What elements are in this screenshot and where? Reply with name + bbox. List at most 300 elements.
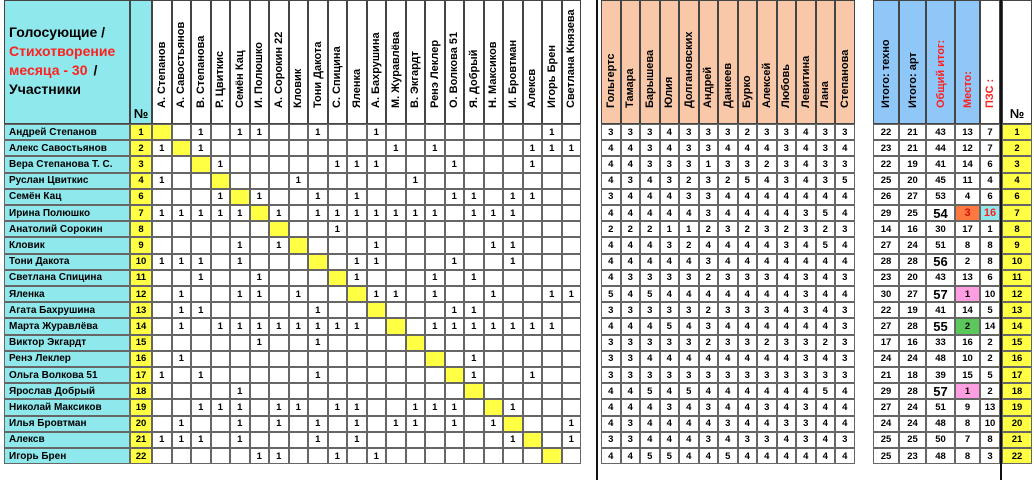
vote-cell: 1: [211, 156, 231, 172]
vote-cell: [269, 335, 289, 351]
overall-total-cell: 41: [926, 302, 955, 318]
pzs-cell: 1: [980, 221, 1000, 237]
judge-score-cell: 3: [679, 270, 699, 286]
vote-cell: [386, 367, 406, 383]
vote-cell: [425, 432, 445, 448]
vote-cell: [386, 335, 406, 351]
overall-total-header: [926, 0, 955, 124]
vote-cell: [347, 124, 367, 140]
judge-score-cell: 3: [601, 124, 621, 140]
judge-score-cell: 4: [601, 237, 621, 253]
vote-cell: 1: [328, 156, 348, 172]
total-techno-header-label: Итого: техно: [880, 39, 892, 108]
voter-header-label: Р. Цвиткис: [214, 50, 227, 108]
judge-score-cell: 3: [621, 270, 641, 286]
place-cell: 1: [955, 383, 980, 399]
vote-cell: 1: [172, 302, 192, 318]
vote-cell: 1: [289, 318, 309, 334]
voter-header: [289, 0, 309, 124]
participant-number: 14: [130, 318, 152, 334]
judge-score-cell: 4: [640, 237, 660, 253]
judge-score-cell: 4: [679, 399, 699, 415]
judge-score-cell: 3: [757, 302, 777, 318]
vote-cell: 1: [425, 205, 445, 221]
vote-cell: [269, 173, 289, 189]
vote-cell: 1: [211, 399, 231, 415]
right-participant-number: 18: [1002, 383, 1032, 399]
judge-score-cell: 3: [660, 335, 680, 351]
vote-cell: [328, 237, 348, 253]
vote-cell: [367, 383, 387, 399]
judge-score-cell: 3: [816, 124, 836, 140]
judge-score-cell: 4: [679, 351, 699, 367]
pzs-cell: 8: [980, 237, 1000, 253]
judge-score-cell: 4: [640, 173, 660, 189]
pzs-cell: 7: [980, 140, 1000, 156]
vote-cell: 1: [191, 432, 211, 448]
participant-number: 20: [130, 416, 152, 432]
vote-cell: 1: [464, 302, 484, 318]
vote-cell: [542, 254, 562, 270]
voter-header: [484, 0, 504, 124]
place-cell: 9: [955, 399, 980, 415]
vote-cell: [328, 124, 348, 140]
place-cell: 12: [955, 140, 980, 156]
participant-name: Семён Кац: [4, 189, 130, 205]
vote-cell: [308, 254, 328, 270]
vote-cell: [289, 205, 309, 221]
vote-cell: 1: [347, 318, 367, 334]
judge-score-cell: 4: [796, 124, 816, 140]
judge-score-cell: 3: [835, 351, 855, 367]
place-cell: 8: [955, 237, 980, 253]
participant-name: Кловик: [4, 237, 130, 253]
pzs-cell: 5: [980, 302, 1000, 318]
vote-cell: [464, 399, 484, 415]
judge-score-cell: 4: [757, 205, 777, 221]
vote-cell: [347, 302, 367, 318]
voter-header-label: Н. Максиков: [487, 41, 500, 108]
vote-cell: 1: [328, 221, 348, 237]
vote-cell: 1: [172, 432, 192, 448]
vote-cell: [172, 448, 192, 464]
vote-cell: [211, 351, 231, 367]
overall-total-cell: 33: [926, 335, 955, 351]
vote-cell: [230, 189, 250, 205]
right-participant-number: 1: [1002, 124, 1032, 140]
vote-cell: [289, 124, 309, 140]
judge-score-cell: 4: [601, 318, 621, 334]
participant-name: Илья Бровтман: [4, 416, 130, 432]
vote-cell: 1: [308, 124, 328, 140]
vote-cell: [464, 335, 484, 351]
vote-cell: [562, 156, 582, 172]
judge-score-cell: 3: [621, 367, 641, 383]
judge-score-cell: 3: [699, 124, 719, 140]
vote-cell: [406, 189, 426, 205]
judge-score-cell: 3: [835, 124, 855, 140]
judge-score-cell: 2: [777, 221, 797, 237]
vote-cell: [191, 416, 211, 432]
judge-score-cell: 3: [660, 399, 680, 415]
techno-total-cell: 27: [873, 399, 899, 415]
judge-header: [796, 0, 816, 124]
vote-cell: [328, 432, 348, 448]
vote-cell: [503, 173, 523, 189]
vote-cell: [386, 399, 406, 415]
vote-cell: [191, 448, 211, 464]
judge-score-cell: 3: [699, 140, 719, 156]
overall-total-cell: 57: [926, 383, 955, 399]
vote-cell: 1: [464, 367, 484, 383]
vote-cell: [464, 124, 484, 140]
judge-score-cell: 4: [738, 254, 758, 270]
judge-score-cell: 5: [660, 448, 680, 464]
vote-cell: [289, 302, 309, 318]
vote-cell: [367, 270, 387, 286]
art-total-cell: 18: [899, 367, 926, 383]
judge-score-cell: 3: [738, 302, 758, 318]
art-total-cell: 24: [899, 416, 926, 432]
judge-score-cell: 3: [621, 302, 641, 318]
pzs-cell: 10: [980, 416, 1000, 432]
voter-header-label: Я. Добрый: [467, 49, 480, 108]
overall-total-cell: 44: [926, 140, 955, 156]
vote-cell: [230, 156, 250, 172]
vote-cell: [562, 367, 582, 383]
judge-score-cell: 4: [777, 270, 797, 286]
vote-cell: [211, 367, 231, 383]
judge-score-cell: 4: [679, 448, 699, 464]
vote-cell: [464, 416, 484, 432]
judge-header: [757, 0, 777, 124]
judge-score-cell: 4: [699, 416, 719, 432]
judge-score-cell: 2: [621, 221, 641, 237]
judge-score-cell: 4: [757, 140, 777, 156]
vote-cell: 1: [230, 432, 250, 448]
vote-cell: [230, 270, 250, 286]
vote-cell: [425, 351, 445, 367]
participant-name: Ирина Полюшко: [4, 205, 130, 221]
overall-total-cell: 30: [926, 221, 955, 237]
place-cell: 2: [955, 318, 980, 334]
judge-score-cell: 4: [777, 189, 797, 205]
vote-cell: [542, 221, 562, 237]
vote-cell: 1: [347, 270, 367, 286]
art-total-cell: 19: [899, 156, 926, 172]
vote-cell: [328, 351, 348, 367]
judge-score-cell: 4: [796, 318, 816, 334]
vote-cell: [523, 335, 543, 351]
vote-cell: [445, 335, 465, 351]
vote-cell: [347, 335, 367, 351]
judge-score-cell: 4: [660, 416, 680, 432]
vote-cell: 1: [367, 237, 387, 253]
vote-cell: [269, 367, 289, 383]
vote-cell: [367, 318, 387, 334]
vote-cell: [562, 221, 582, 237]
judge-score-cell: 2: [699, 221, 719, 237]
vote-cell: 1: [250, 335, 270, 351]
vote-cell: 1: [347, 205, 367, 221]
judge-score-cell: 4: [738, 140, 758, 156]
judge-score-cell: 4: [718, 140, 738, 156]
vote-cell: [152, 448, 172, 464]
vote-cell: [328, 416, 348, 432]
place-cell: 4: [955, 189, 980, 205]
vote-cell: [269, 351, 289, 367]
vote-cell: [523, 416, 543, 432]
judge-score-cell: 3: [621, 351, 641, 367]
participant-number: 9: [130, 237, 152, 253]
vote-cell: 1: [230, 318, 250, 334]
vote-cell: 1: [328, 399, 348, 415]
title-block: [4, 0, 130, 124]
vote-cell: [503, 335, 523, 351]
judge-score-cell: 3: [660, 302, 680, 318]
judge-score-cell: 4: [816, 351, 836, 367]
judge-score-cell: 4: [777, 383, 797, 399]
vote-cell: 1: [289, 399, 309, 415]
vote-cell: 1: [308, 318, 328, 334]
voter-header-label: В. Степанова: [194, 35, 207, 108]
judge-score-cell: 4: [816, 270, 836, 286]
vote-cell: [250, 254, 270, 270]
judge-header-label: Данкеев: [721, 62, 734, 108]
voter-header-label: В. Экгардт: [409, 51, 422, 108]
voter-header: [425, 0, 445, 124]
judge-score-cell: 4: [660, 432, 680, 448]
vote-cell: 1: [464, 318, 484, 334]
judge-score-cell: 4: [757, 351, 777, 367]
judge-score-cell: 2: [679, 173, 699, 189]
vote-cell: [211, 383, 231, 399]
vote-cell: [211, 416, 231, 432]
vote-cell: 1: [503, 205, 523, 221]
vote-cell: [406, 221, 426, 237]
techno-total-cell: 25: [873, 432, 899, 448]
judge-score-cell: 4: [679, 416, 699, 432]
judge-score-cell: 4: [816, 189, 836, 205]
judge-score-cell: 4: [796, 189, 816, 205]
judge-score-cell: 2: [699, 270, 719, 286]
vote-cell: [367, 351, 387, 367]
vote-cell: [269, 124, 289, 140]
judge-score-cell: 4: [679, 432, 699, 448]
place-cell: 16: [955, 335, 980, 351]
judge-score-cell: 2: [738, 221, 758, 237]
vote-cell: [406, 286, 426, 302]
vote-cell: [347, 448, 367, 464]
vote-cell: [542, 237, 562, 253]
judge-score-cell: 4: [718, 205, 738, 221]
participant-number: 16: [130, 351, 152, 367]
vote-cell: 1: [152, 173, 172, 189]
judge-score-cell: 3: [640, 367, 660, 383]
participant-number: 6: [130, 189, 152, 205]
vote-cell: [425, 221, 445, 237]
vote-cell: 1: [562, 416, 582, 432]
vote-cell: [484, 383, 504, 399]
overall-total-cell: 53: [926, 189, 955, 205]
vote-cell: 1: [445, 399, 465, 415]
overall-total-cell: 54: [926, 205, 955, 221]
judge-score-cell: 4: [835, 140, 855, 156]
judge-score-cell: 3: [796, 205, 816, 221]
vote-cell: [406, 448, 426, 464]
vote-cell: [250, 221, 270, 237]
vote-cell: [172, 156, 192, 172]
judge-score-cell: 3: [738, 432, 758, 448]
vote-cell: 1: [172, 351, 192, 367]
vote-cell: [542, 156, 562, 172]
vote-cell: [542, 270, 562, 286]
vote-cell: [406, 383, 426, 399]
participant-name: Светлана Спицина: [4, 270, 130, 286]
vote-cell: [211, 270, 231, 286]
judge-score-cell: 4: [777, 302, 797, 318]
pzs-cell: 6: [980, 156, 1000, 172]
vote-cell: [523, 205, 543, 221]
participant-number: 4: [130, 173, 152, 189]
vote-cell: [425, 335, 445, 351]
vote-cell: [308, 140, 328, 156]
techno-total-cell: 24: [873, 416, 899, 432]
vote-cell: 1: [425, 318, 445, 334]
judge-score-cell: 4: [640, 416, 660, 432]
right-participant-number: 15: [1002, 335, 1032, 351]
judge-score-cell: 3: [679, 156, 699, 172]
vote-cell: [503, 416, 523, 432]
vote-cell: [464, 156, 484, 172]
vote-cell: [250, 140, 270, 156]
techno-total-cell: 14: [873, 221, 899, 237]
vote-cell: [211, 286, 231, 302]
judge-score-cell: 3: [777, 416, 797, 432]
judge-score-cell: 1: [699, 156, 719, 172]
judge-header-label: Барышева: [643, 49, 656, 108]
vote-cell: [523, 124, 543, 140]
vote-cell: [445, 367, 465, 383]
vote-cell: [445, 270, 465, 286]
judge-score-cell: 4: [738, 351, 758, 367]
vote-cell: [328, 383, 348, 399]
participant-number: 19: [130, 399, 152, 415]
vote-cell: [269, 286, 289, 302]
judge-score-cell: 3: [757, 221, 777, 237]
vote-cell: [503, 286, 523, 302]
vote-cell: 1: [562, 432, 582, 448]
judge-score-cell: 4: [601, 156, 621, 172]
vote-cell: 1: [425, 140, 445, 156]
vote-cell: 1: [367, 448, 387, 464]
right-participant-number: 21: [1002, 432, 1032, 448]
vote-cell: 1: [230, 383, 250, 399]
vote-cell: [386, 302, 406, 318]
judge-header: [601, 0, 621, 124]
judge-score-cell: 4: [835, 254, 855, 270]
vote-cell: 1: [289, 173, 309, 189]
vote-cell: 1: [347, 156, 367, 172]
judge-score-cell: 3: [640, 124, 660, 140]
judge-score-cell: 3: [679, 335, 699, 351]
vote-cell: [542, 173, 562, 189]
vote-cell: 1: [445, 318, 465, 334]
judge-score-cell: 4: [835, 286, 855, 302]
total-art-header: [899, 0, 926, 124]
vote-cell: [211, 124, 231, 140]
techno-total-cell: 30: [873, 286, 899, 302]
vote-cell: [347, 221, 367, 237]
vote-cell: 1: [230, 286, 250, 302]
vote-cell: 1: [406, 416, 426, 432]
participant-number: 7: [130, 205, 152, 221]
vote-cell: [269, 156, 289, 172]
voter-header-label: Яленка: [350, 68, 363, 108]
art-total-cell: 25: [899, 432, 926, 448]
judge-score-cell: 2: [738, 124, 758, 140]
vote-cell: [425, 302, 445, 318]
judge-score-cell: 3: [738, 156, 758, 172]
judge-score-cell: 3: [777, 237, 797, 253]
judge-score-cell: 2: [699, 335, 719, 351]
vote-cell: 1: [152, 367, 172, 383]
vote-cell: 1: [308, 205, 328, 221]
judge-header: [738, 0, 758, 124]
participant-name: Николай Максиков: [4, 399, 130, 415]
vote-cell: [464, 383, 484, 399]
vote-cell: [484, 335, 504, 351]
vote-cell: [484, 173, 504, 189]
pzs-cell: 6: [980, 270, 1000, 286]
place-cell: 15: [955, 367, 980, 383]
judge-score-cell: 4: [601, 416, 621, 432]
vote-cell: [191, 351, 211, 367]
vote-cell: 1: [347, 189, 367, 205]
vote-cell: 1: [211, 205, 231, 221]
judge-score-cell: 1: [660, 221, 680, 237]
judge-score-cell: 4: [699, 448, 719, 464]
judge-score-cell: 3: [601, 335, 621, 351]
vote-cell: [289, 140, 309, 156]
judge-score-cell: 3: [757, 432, 777, 448]
pzs-cell: 2: [980, 383, 1000, 399]
judge-score-cell: 4: [777, 399, 797, 415]
voter-header: [367, 0, 387, 124]
judge-score-cell: 4: [601, 383, 621, 399]
vote-cell: [289, 383, 309, 399]
num-column-header: №: [130, 0, 152, 124]
vote-cell: 1: [191, 270, 211, 286]
place-cell: 13: [955, 124, 980, 140]
vote-cell: [464, 173, 484, 189]
judge-score-cell: 4: [816, 286, 836, 302]
title-line4: Участники: [9, 81, 81, 97]
vote-cell: [386, 173, 406, 189]
vote-cell: [289, 448, 309, 464]
vote-cell: [523, 254, 543, 270]
vote-cell: [386, 221, 406, 237]
judge-score-cell: 3: [835, 270, 855, 286]
judge-score-cell: 3: [738, 270, 758, 286]
judge-score-cell: 4: [796, 140, 816, 156]
vote-cell: [367, 416, 387, 432]
vote-cell: 1: [308, 416, 328, 432]
voter-header-label: М. Журавлёва: [389, 31, 402, 108]
vote-cell: [250, 432, 270, 448]
judge-score-cell: 4: [835, 448, 855, 464]
vote-cell: 1: [211, 189, 231, 205]
